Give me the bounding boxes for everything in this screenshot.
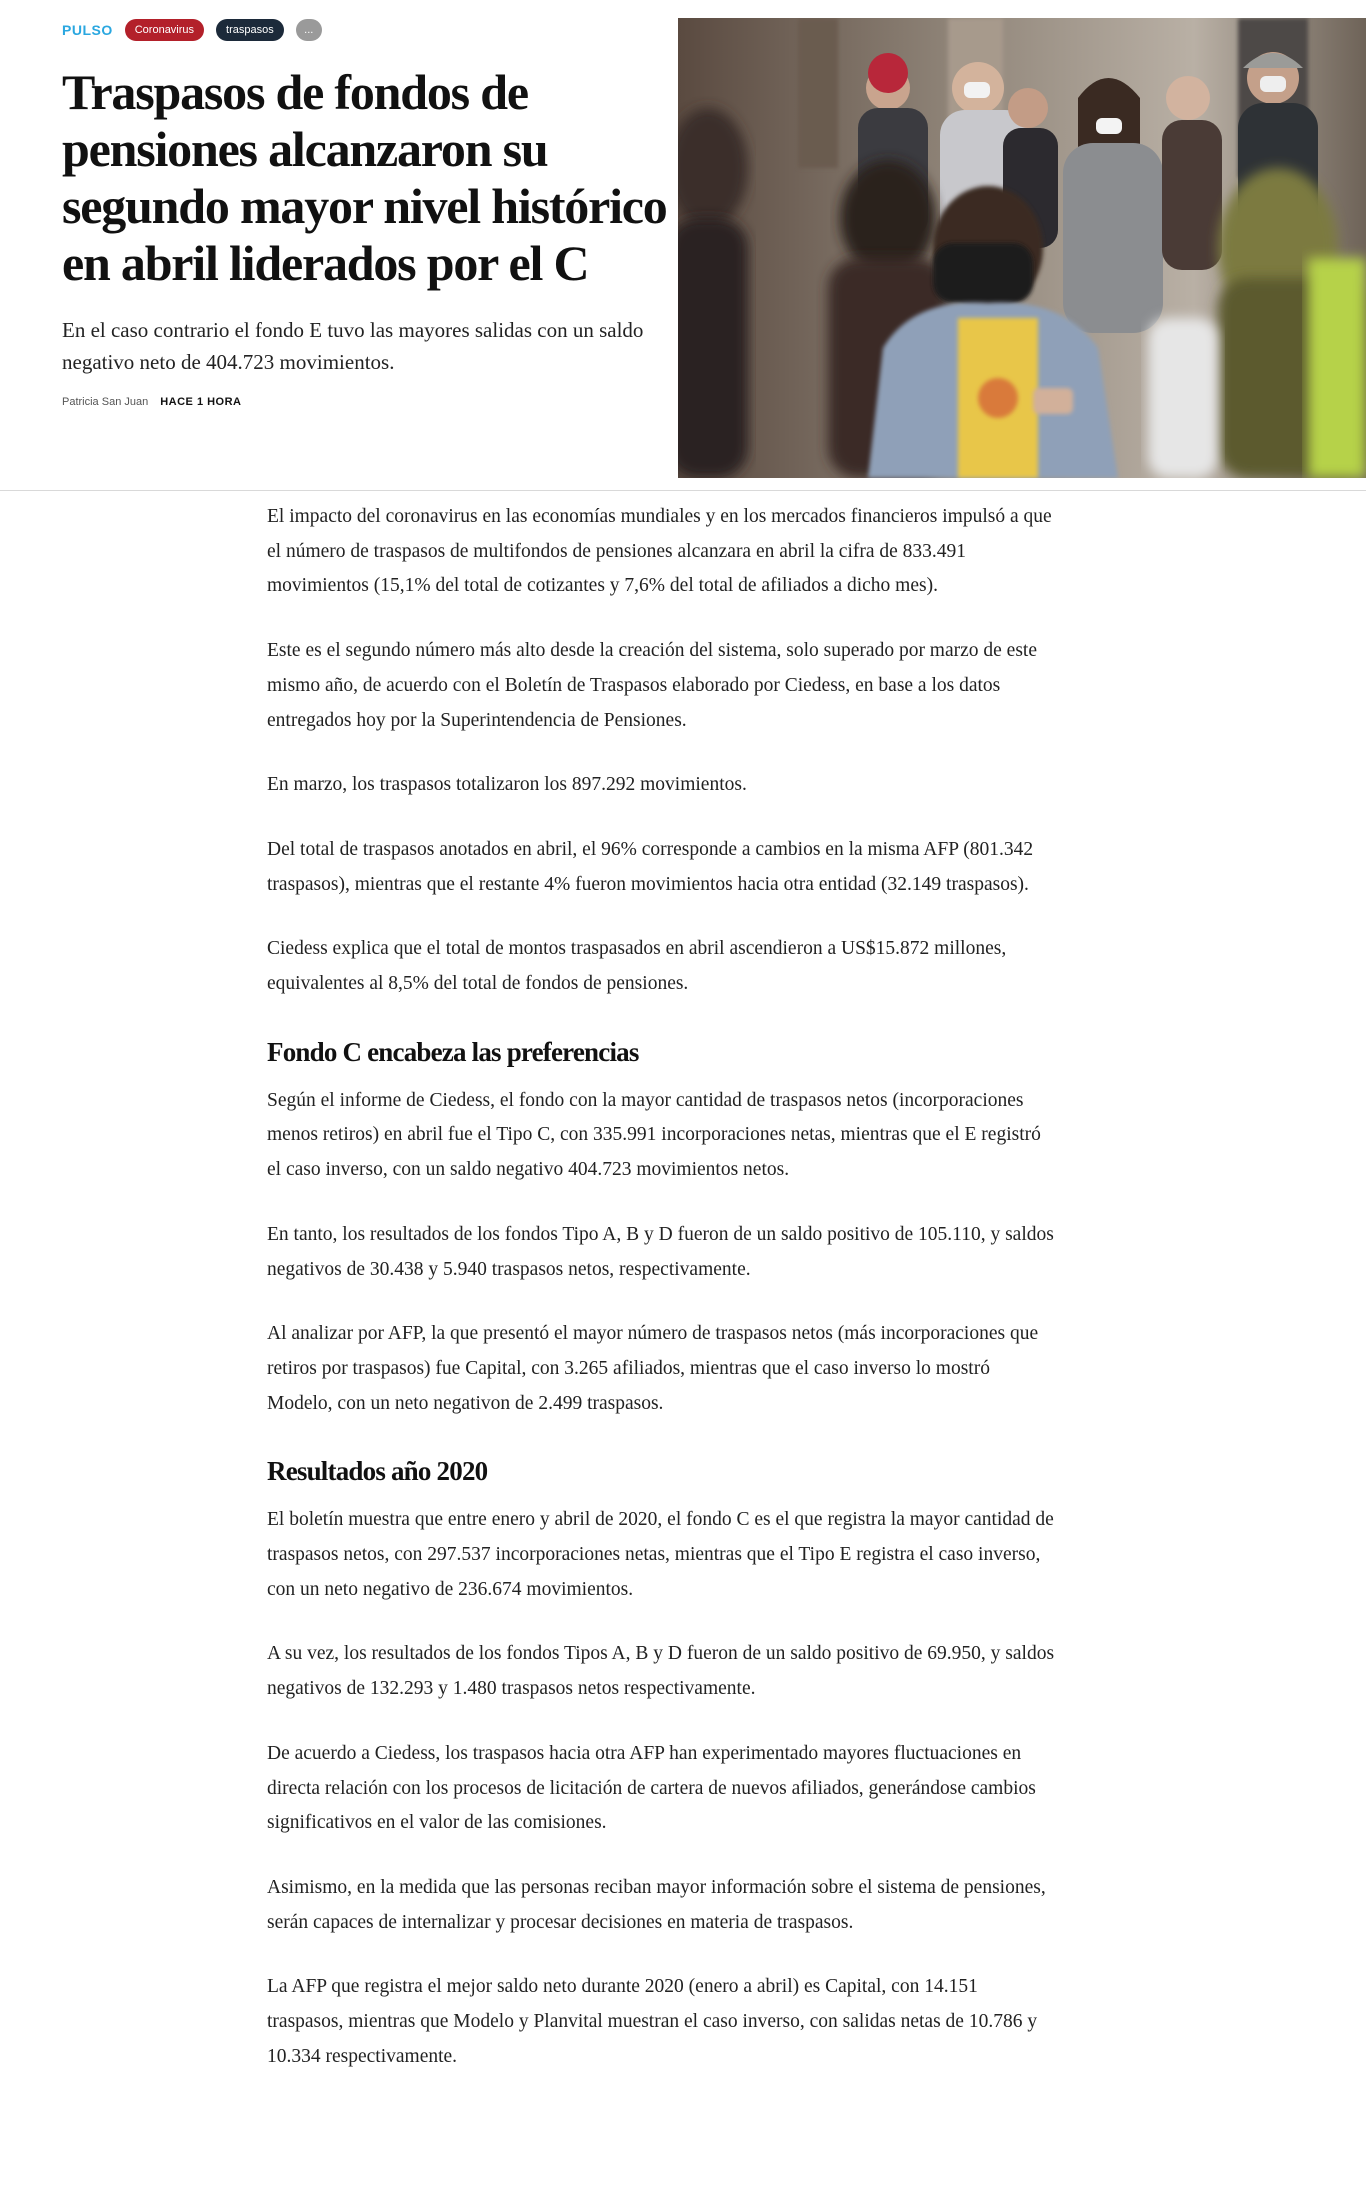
paragraph: Ciedess explica que el total de montos traspasados en abril ascendieron a US$15.872 millones, equivalentes al 8,5% del total de fondos de pensiones. [267, 938, 1007, 995]
paragraph: Este es el segundo número más alto desde la creación del sistema, solo superado por marzo de este mismo año, de acuerdo con el Boletín de Traspasos elaborado por Ciedess, en base a los datos entregados hoy por la Superintendencia de Pensiones. [267, 640, 1038, 731]
author-link[interactable]: Patricia San Juan [62, 396, 149, 408]
subheading-resultados-2020: Resultados año 2020 [267, 1456, 488, 1487]
tag-coronavirus[interactable]: Coronavirus [125, 19, 204, 41]
paragraph: Según el informe de Ciedess, el fondo con la mayor cantidad de traspasos netos (incorporaciones menos retiros) en abril fue el Tipo C, con 335.991 incorporaciones netas, mientras que el E registró el caso inverso, con un saldo negativo 404.723 movimientos netos. [267, 1089, 1041, 1181]
paragraph: En marzo, los traspasos totalizaron los 897.292 movimientos. [267, 774, 747, 796]
paragraph: Asimismo, en la medida que las personas reciban mayor información sobre el sistema de pensiones, serán capaces de internalizar y procesar decisiones en materia de traspasos. [267, 1876, 1046, 1933]
paragraph: El boletín muestra que entre enero y abril de 2020, el fondo C es el que registra la mayor cantidad de traspasos netos, con 297.537 incorporaciones netas, mientras que el Tipo E registra el caso inverso, con un neto negativo de 236.674 movimientos. [267, 1509, 1054, 1600]
paragraph: De acuerdo a Ciedess, los traspasos hacia otra AFP han experimentado mayores fluctuaciones en directa relación con los procesos de licitación de cartera de nuevos afiliados, generándose cambios significativos en el valor de las comisiones. [267, 1742, 1036, 1834]
paragraph: A su vez, los resultados de los fondos Tipos A, B y D fueron de un saldo positivo de 69.950, y saldos negativos de 132.293 y 1.480 traspasos netos respectivamente. [267, 1643, 1055, 1700]
paragraph: Del total de traspasos anotados en abril, el 96% corresponde a cambios en la misma AFP (801.342 traspasos), mientras que el restante 4% fueron movimientos hacia otra entidad (32.149 traspasos). [267, 838, 1034, 895]
paragraph: Al analizar por AFP, la que presentó el mayor número de traspasos netos (más incorporaciones que retiros por traspasos) fue Capital, con 3.265 afiliados, mientras que el caso inverso lo mostró Modelo, con un neto negativon de 2.499 traspasos. [267, 1323, 1039, 1414]
tag-traspasos[interactable]: traspasos [216, 19, 284, 41]
timestamp: HACE 1 HORA [160, 396, 242, 408]
paragraph: La AFP que registra el mejor saldo neto durante 2020 (enero a abril) es Capital, con 14.151 traspasos, mientras que Modelo y Planvital muestran el caso inverso, con salidas netas de 10.786 y 10.334 respectivamente. [267, 1976, 1038, 2067]
section-link[interactable]: PULSO [62, 22, 113, 38]
article-body [267, 500, 1057, 2105]
tags-row [62, 18, 672, 42]
subheading-fondo-c: Fondo C encabeza las preferencias [267, 1036, 639, 1067]
crowd-photo-icon [678, 18, 1366, 478]
hero-image [678, 18, 1366, 478]
dek-subtitle: En el caso contrario el fondo E tuvo las mayores salidas con un saldo negativo neto de 404.723 movimientos. [62, 318, 644, 374]
tag-more-button[interactable]: ... [296, 19, 322, 41]
paragraph: En tanto, los resultados de los fondos Tipo A, B y D fueron de un saldo positivo de 105.110, y saldos negativos de 30.438 y 5.940 traspasos netos, respectivamente. [267, 1223, 1054, 1280]
header-text-column [62, 18, 672, 408]
paragraph: El impacto del coronavirus en las economías mundiales y en los mercados financieros impulsó a que el número de traspasos de multifondos de pensiones alcanzara en abril la cifra de 833.491 movimientos (15,1% del total de cotizantes y 7,6% del total de afiliados a dicho mes). [267, 506, 1052, 597]
article-header [0, 0, 1366, 491]
headline: Traspasos de fondos de pensiones alcanzaron su segundo mayor nivel histórico en abril liderados por el C [62, 64, 667, 291]
byline [62, 396, 672, 408]
